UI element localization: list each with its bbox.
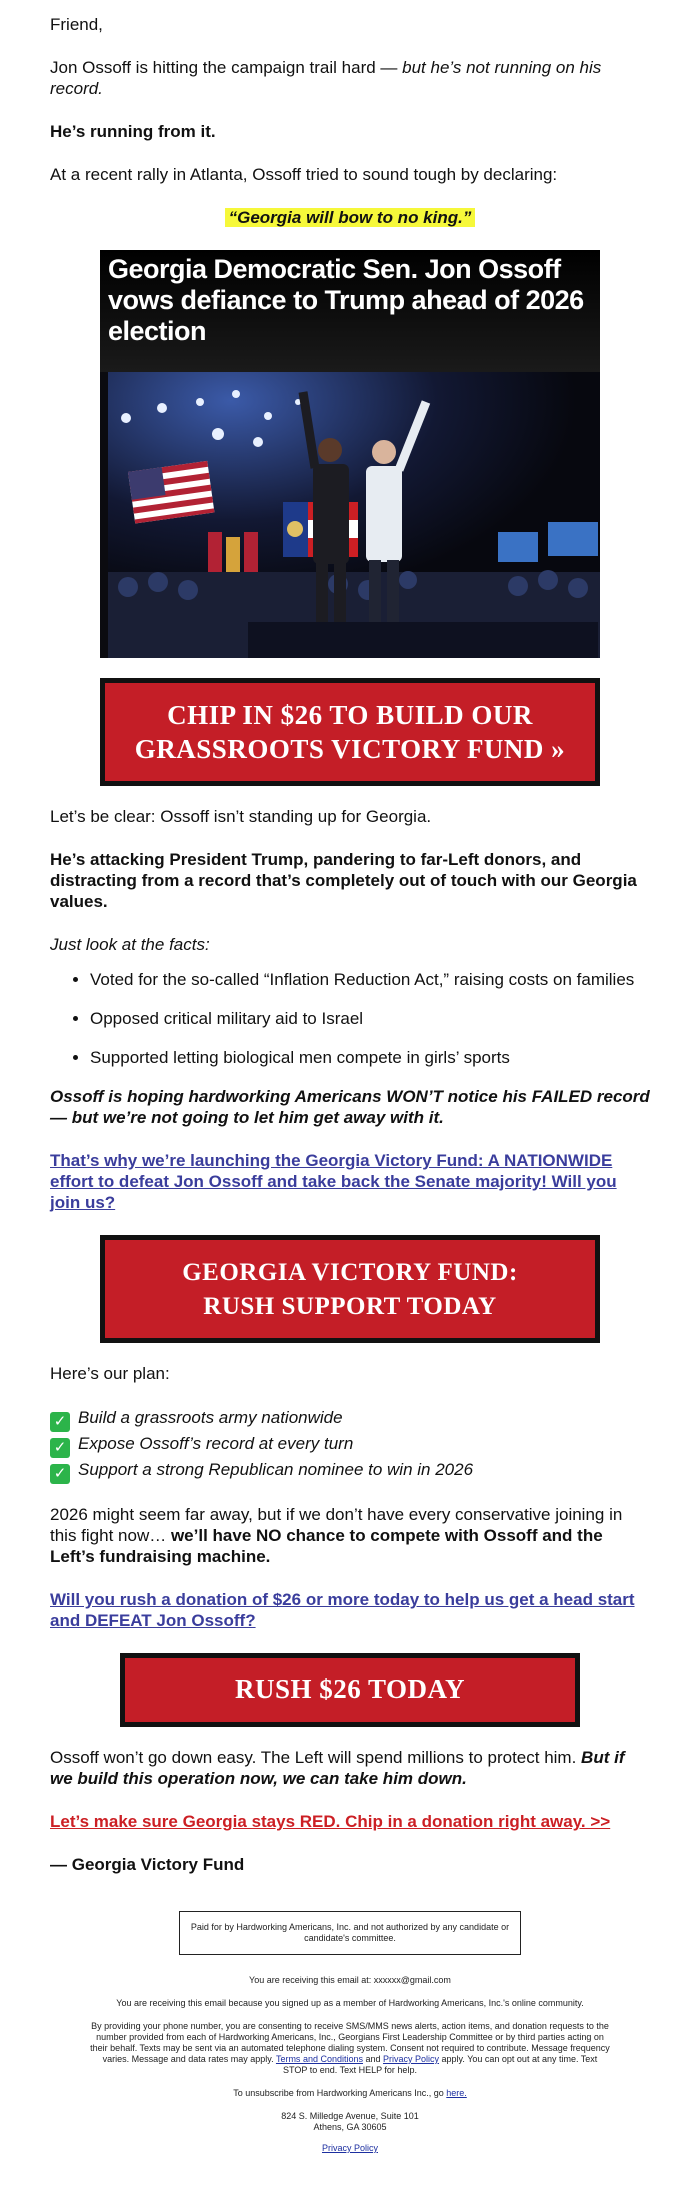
running-from: He’s running from it. [50, 122, 216, 141]
plan-intro: Here’s our plan: [50, 1364, 170, 1383]
far-away-paragraph [50, 1504, 650, 1567]
news-image[interactable] [100, 250, 600, 658]
hoping-paragraph: Ossoff is hoping hardworking Americans WON’T notice his FAILED record — but we’re not going to let him get away with it. [50, 1087, 650, 1127]
victory-fund-line2: RUSH SUPPORT TODAY [203, 1293, 497, 1320]
check-mark-icon: ✓ [50, 1412, 70, 1432]
plan-list [50, 1406, 650, 1484]
highlighted-quote: “Georgia will bow to no king.” [225, 208, 476, 227]
launch-paragraph [50, 1150, 650, 1213]
attacking-paragraph: He’s attacking President Trump, pandering to far-Left donors, and distracting from a record that’s completely out of touch with our Georgia values. [50, 850, 637, 911]
list-item [50, 1432, 650, 1458]
unsubscribe-link[interactable]: here. [446, 2088, 467, 2098]
rally-paragraph: At a recent rally in Atlanta, Ossoff tried to sound tough by declaring: [50, 165, 558, 184]
paid-for-box: Paid for by Hardworking Americans, Inc. and not authorized by any candidate or candidate's committee. [179, 1911, 521, 1955]
news-headline: Georgia Democratic Sen. Jon Ossoff vows defiance to Trump ahead of 2026 election [100, 250, 600, 372]
unsubscribe-line [50, 2088, 650, 2099]
intro-lead: Jon Ossoff is hitting the campaign trail hard — [50, 58, 403, 77]
check-mark-icon: ✓ [50, 1464, 70, 1484]
red-paragraph [50, 1811, 650, 1832]
receiving-email: You are receiving this email at: xxxxxx@gmail.com [249, 1975, 451, 1985]
address-line2: Athens, GA 30605 [313, 2122, 387, 2132]
red-link[interactable]: Let’s make sure Georgia stays RED. Chip in a donation right away. >> [50, 1812, 611, 1831]
privacy-link[interactable]: Privacy Policy [383, 2054, 440, 2064]
address-line1: 824 S. Milledge Avenue, Suite 101 [281, 2111, 419, 2121]
signature: — Georgia Victory Fund [50, 1855, 245, 1874]
quote-line [50, 207, 650, 228]
signed-up-note: You are receiving this email because you signed up as a member of Hardworking Americans, Inc.'s online community. [116, 1998, 584, 2008]
launch-link[interactable]: That’s why we’re launching the Georgia Victory Fund: A NATIONWIDE effort to defeat Jon Ossoff and take back the Senate majority! Will you join us? [50, 1151, 617, 1212]
easy-bold: But if we build this operation now, we can take him down. [50, 1748, 625, 1788]
greeting: Friend, [50, 15, 103, 34]
plan-item-text: Expose Ossoff’s record at every turn [78, 1434, 354, 1453]
plan-item-text: Build a grassroots army nationwide [78, 1408, 343, 1427]
victory-fund-button[interactable] [100, 1235, 600, 1343]
be-clear: Let’s be clear: Ossoff isn’t standing up for Georgia. [50, 807, 432, 826]
easy-paragraph [50, 1747, 650, 1789]
far-away-lead: 2026 might seem far away, but if we don’t have every conservative joining in this fight now… [50, 1505, 623, 1545]
privacy-policy-line [50, 2143, 650, 2154]
address [50, 2111, 650, 2133]
intro-paragraph [50, 57, 650, 99]
easy-lead: Ossoff won’t go down easy. The Left will spend millions to protect him. [50, 1748, 582, 1767]
list-item: • Opposed critical military aid to Israel [90, 1008, 650, 1029]
unsubscribe-text: To unsubscribe from Hardworking Americans Inc., go [233, 2088, 447, 2098]
rush-button[interactable]: RUSH $26 TODAY [120, 1653, 580, 1727]
rally-photo [108, 372, 600, 658]
chip-in-line2: GRASSROOTS VICTORY FUND » [134, 734, 566, 764]
privacy-policy-link[interactable]: Privacy Policy [321, 2143, 378, 2153]
and-text: and [362, 2054, 384, 2064]
list-item [50, 1458, 650, 1484]
footer [50, 1911, 650, 2186]
list-item: • Voted for the so-called “Inflation Reduction Act,” raising costs on families [90, 969, 650, 990]
us-flag [128, 461, 214, 524]
sms-tail: apply. You can opt out at any time. Text STOP to end. Text HELP for help. [283, 2054, 598, 2075]
sms-consent [90, 2021, 610, 2076]
facts-intro: Just look at the facts: [50, 935, 210, 954]
plan-item-text: Support a strong Republican nominee to win in 2026 [78, 1460, 474, 1479]
list-item [50, 1406, 650, 1432]
chip-in-line1: CHIP IN $26 TO BUILD OUR [167, 700, 533, 730]
sms-text: By providing your phone number, you are consenting to receive SMS/MMS news alerts, action items, and donation requests to the number provided from each of Hardworking Americans, Inc., Georgians First Leadership Committee or by third parties acting on their behalf. Texts may be sent via an automated telephone dialing system. Consent not required to contribute. Message frequency varies. Message and data rates may apply. [90, 2021, 610, 2064]
list-item: • Supported letting biological men compete in girls’ sports [90, 1047, 650, 1068]
terms-link[interactable]: Terms and Conditions [275, 2054, 363, 2064]
rush-link[interactable]: Will you rush a donation of $26 or more today to help us get a head start and DEFEAT Jon Ossoff? [50, 1590, 635, 1630]
chip-in-button[interactable] [100, 678, 600, 786]
intro-italic: but he’s not running on his record. [50, 58, 602, 98]
rush-paragraph [50, 1589, 650, 1631]
victory-fund-line1: GEORGIA VICTORY FUND: [182, 1259, 518, 1286]
check-mark-icon: ✓ [50, 1438, 70, 1458]
facts-list [50, 969, 650, 1068]
far-away-bold: we’ll have NO chance to compete with Ossoff and the Left’s fundraising machine. [50, 1526, 603, 1566]
